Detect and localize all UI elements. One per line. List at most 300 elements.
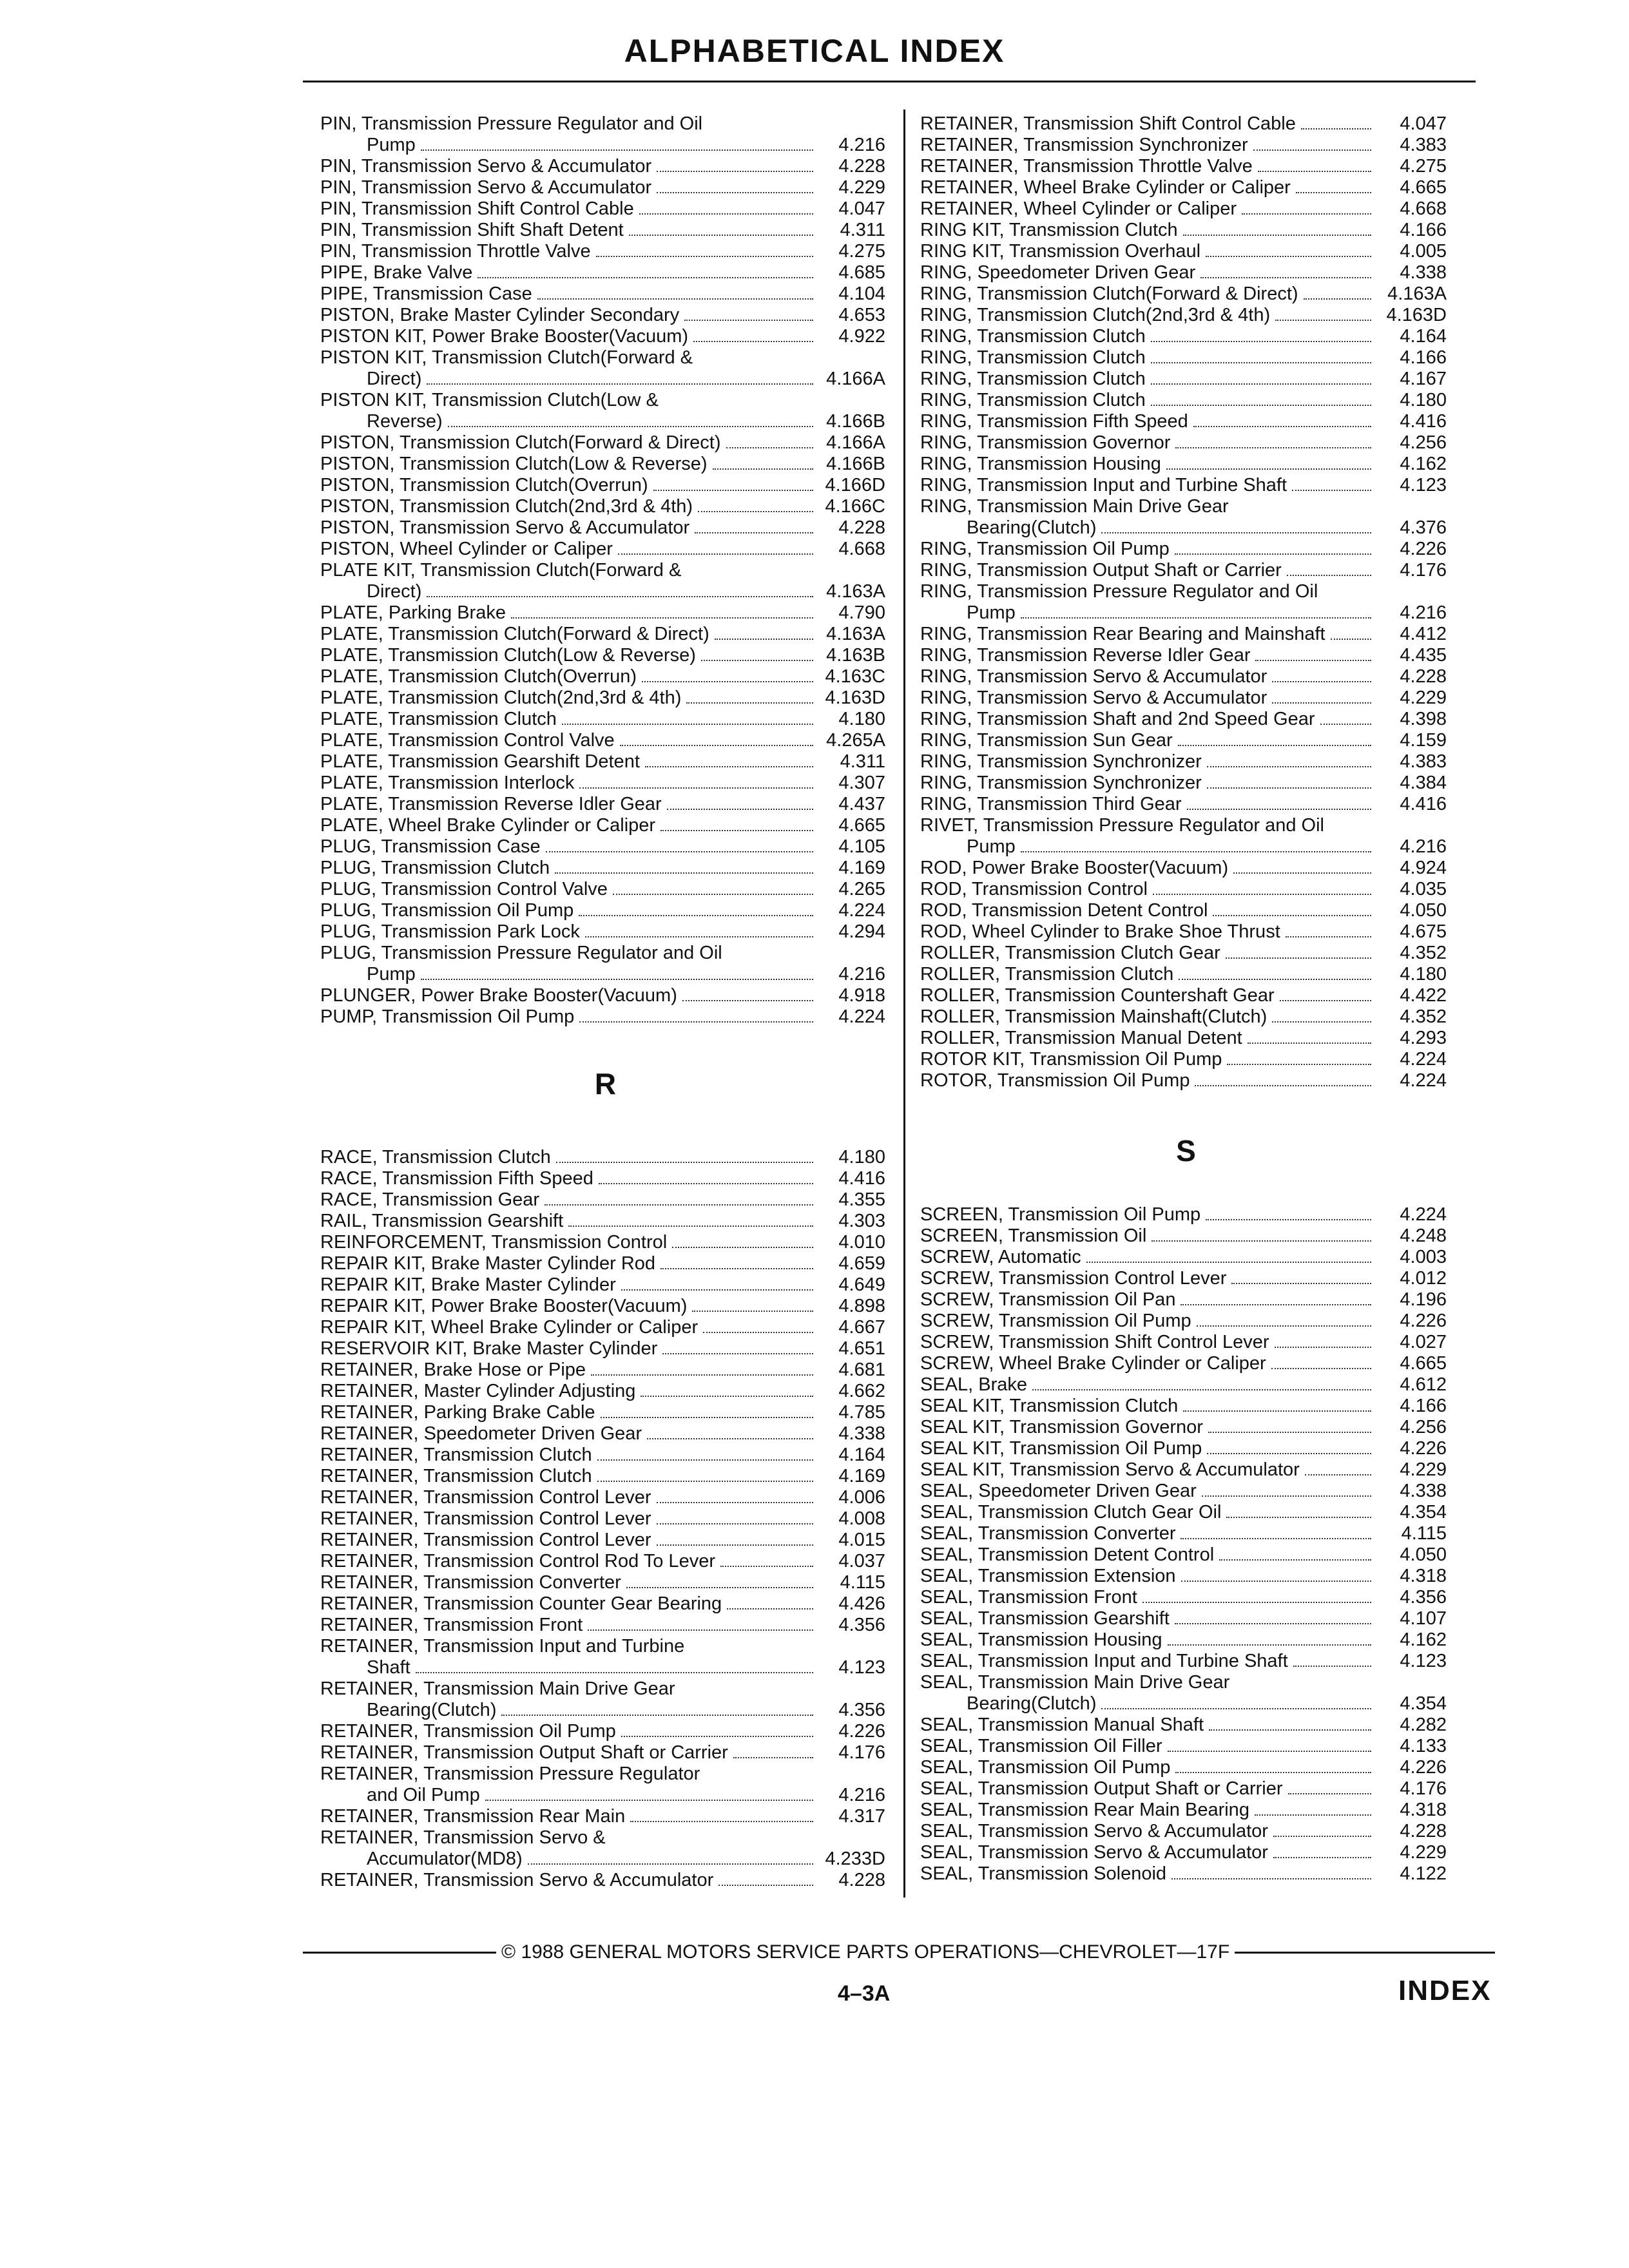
index-entry-text: RETAINER, Parking Brake Cable (320, 1402, 595, 1423)
index-entry-text: RETAINER, Transmission Output Shaft or Carrier (320, 1742, 728, 1763)
dot-leader (1296, 192, 1371, 193)
index-entry (920, 730, 1452, 751)
dot-leader (1152, 1240, 1371, 1242)
index-entry (920, 1587, 1452, 1608)
right-column (920, 113, 1452, 1885)
index-entry-text: RING, Transmission Third Gear (920, 794, 1182, 814)
dot-leader (599, 1183, 813, 1184)
dot-leader (1101, 532, 1371, 533)
page-reference: 4.226 (1400, 1438, 1447, 1459)
page-reference: 4.667 (838, 1317, 885, 1338)
index-entry-text: RING, Transmission Oil Pump (920, 539, 1170, 559)
page-reference: 4.922 (838, 326, 885, 347)
dot-leader (1275, 320, 1371, 321)
page-reference: 4.167 (1400, 369, 1447, 389)
index-group-r-left (320, 1147, 891, 1891)
dot-leader (485, 1800, 813, 1801)
index-entry (320, 1147, 891, 1168)
page-reference: 4.166C (825, 496, 885, 517)
dot-leader (1209, 1729, 1371, 1731)
dot-leader (1288, 1793, 1372, 1794)
dot-leader (1175, 553, 1371, 555)
index-entry-text: SEAL, Transmission Main Drive Gear (920, 1672, 1230, 1693)
index-entry (920, 1481, 1452, 1502)
dot-leader (597, 1459, 813, 1461)
dot-leader (718, 1885, 813, 1886)
dot-leader (1175, 1623, 1371, 1624)
index-entry (920, 943, 1452, 964)
dot-leader (1187, 809, 1371, 810)
dot-leader (1181, 1538, 1371, 1539)
dot-leader (1197, 1325, 1371, 1327)
index-entry-text: SEAL, Transmission Manual Shaft (920, 1715, 1204, 1735)
dot-leader (556, 1162, 813, 1163)
index-entry-text: PLUG, Transmission Oil Pump (320, 900, 574, 921)
page-reference: 4.228 (838, 1870, 885, 1890)
index-entry-text: RETAINER, Transmission Throttle Valve (920, 156, 1253, 177)
index-entry (320, 411, 891, 432)
dot-leader (686, 702, 813, 704)
dot-leader (537, 298, 813, 300)
index-entry-text: PLATE, Transmission Clutch(Overrun) (320, 666, 637, 687)
index-entry-text: RETAINER, Transmission Servo & Accumulator (320, 1870, 714, 1890)
page-reference: 4.384 (1400, 773, 1447, 793)
page-reference: 4.318 (1400, 1800, 1447, 1820)
page-reference: 4.265 (838, 879, 885, 899)
dot-leader (1142, 1602, 1371, 1603)
page-reference: 4.659 (838, 1253, 885, 1274)
index-entry (320, 921, 891, 943)
page-reference: 4.918 (838, 985, 885, 1006)
page-reference: 4.668 (838, 539, 885, 559)
index-entry-text: PISTON, Transmission Clutch(Low & Reverse) (320, 454, 708, 474)
dot-leader (1280, 1000, 1371, 1001)
index-entry (920, 1268, 1452, 1289)
index-entry (920, 326, 1452, 347)
page-title: ALPHABETICAL INDEX (624, 33, 1005, 69)
page-reference: 4.383 (1400, 751, 1447, 772)
dot-leader (1320, 724, 1371, 725)
page-reference: 4.224 (838, 1006, 885, 1027)
page-reference: 4.115 (1401, 1523, 1447, 1544)
index-entry-text: RETAINER, Transmission Oil Pump (320, 1721, 616, 1742)
index-entry-text: PLATE KIT, Transmission Clutch(Forward & (320, 560, 682, 581)
page-reference: 4.162 (1400, 1629, 1447, 1650)
page-reference: 4.226 (1400, 539, 1447, 559)
page-reference: 4.216 (838, 964, 885, 985)
left-column (320, 113, 891, 1891)
dot-leader (601, 1417, 813, 1418)
dot-leader (528, 1863, 813, 1865)
dot-leader (647, 1438, 813, 1439)
index-entry (920, 1523, 1452, 1544)
index-entry-text: SCREW, Automatic (920, 1247, 1081, 1267)
index-entry-text: RAIL, Transmission Gearshift (320, 1211, 564, 1231)
page-reference: 4.104 (838, 284, 885, 304)
page-reference: 4.163A (1387, 284, 1447, 304)
page-reference: 4.164 (838, 1445, 885, 1465)
dot-leader (1151, 341, 1371, 342)
dot-leader (692, 1311, 813, 1312)
page-reference: 4.037 (838, 1551, 885, 1571)
index-entry (320, 1168, 891, 1189)
index-entry-text: SCREW, Transmission Oil Pan (920, 1289, 1176, 1310)
index-entry (320, 305, 891, 326)
dot-leader (545, 1204, 813, 1206)
dot-leader (657, 1523, 813, 1524)
index-entry (920, 135, 1452, 156)
page-reference: 4.163D (825, 687, 885, 708)
page-reference: 4.133 (1400, 1736, 1447, 1756)
page-reference: 4.282 (1400, 1715, 1447, 1735)
dot-leader (698, 511, 813, 512)
dot-leader (641, 1396, 813, 1397)
page-reference: 4.229 (1400, 1842, 1447, 1863)
dot-leader (672, 1247, 813, 1248)
index-entry (920, 964, 1452, 985)
dot-leader (1272, 702, 1371, 704)
dot-leader (1202, 1495, 1371, 1497)
index-entry (320, 964, 891, 985)
footer-rule-left (303, 1952, 496, 1954)
index-entry (320, 198, 891, 220)
index-entry (920, 1332, 1452, 1353)
page-reference: 4.224 (1400, 1070, 1447, 1091)
dot-leader (621, 1736, 813, 1737)
index-entry-text: SEAL, Transmission Output Shaft or Carrier (920, 1778, 1283, 1799)
page-reference: 4.685 (838, 262, 885, 283)
dot-leader (639, 213, 813, 215)
page-reference: 4.216 (838, 135, 885, 155)
index-entry (920, 1070, 1452, 1091)
header-rule (303, 81, 1476, 82)
index-entry (920, 1374, 1452, 1396)
page-reference: 4.228 (838, 156, 885, 177)
page-reference: 4.006 (838, 1487, 885, 1508)
page-reference: 4.653 (838, 305, 885, 325)
dot-leader (1273, 1836, 1371, 1837)
index-entry (320, 135, 891, 156)
dot-leader (1207, 1453, 1371, 1454)
index-entry (920, 220, 1452, 241)
dot-leader (642, 681, 813, 682)
index-entry-text: RING, Transmission Clutch (920, 390, 1146, 410)
page-reference: 4.224 (838, 900, 885, 921)
index-entry (920, 921, 1452, 943)
index-entry-continuation: Shaft (367, 1657, 410, 1678)
dot-leader (448, 426, 813, 427)
page-reference: 4.105 (838, 836, 885, 857)
index-entry (920, 1715, 1452, 1736)
index-entry (920, 432, 1452, 454)
index-entry (920, 1693, 1452, 1715)
index-entry (920, 454, 1452, 475)
dot-leader (1032, 1389, 1371, 1390)
index-entry-text: PIN, Transmission Shift Control Cable (320, 198, 634, 219)
page-reference: 4.612 (1400, 1374, 1447, 1395)
index-entry-text: RETAINER, Master Cylinder Adjusting (320, 1381, 636, 1401)
dot-leader (613, 894, 813, 895)
index-entry-text: PISTON, Brake Master Cylinder Secondary (320, 305, 680, 325)
page-reference: 4.012 (1400, 1268, 1447, 1289)
dot-leader (1286, 936, 1371, 937)
index-entry (920, 624, 1452, 645)
page-reference: 4.668 (1400, 198, 1447, 219)
index-entry-text: RING, Transmission Clutch (920, 326, 1146, 347)
index-entry (320, 432, 891, 454)
index-entry-text: SCREW, Transmission Shift Control Lever (920, 1332, 1269, 1352)
index-entry-text: PIN, Transmission Throttle Valve (320, 241, 591, 262)
index-entry-text: PIN, Transmission Servo & Accumulator (320, 156, 652, 177)
index-entry (920, 1353, 1452, 1374)
index-entry-text: ROD, Transmission Control (920, 879, 1148, 899)
dot-leader (477, 277, 813, 278)
dot-leader (427, 383, 813, 385)
page-reference: 4.294 (838, 921, 885, 942)
index-entry (320, 900, 891, 921)
dot-leader (682, 1000, 813, 1001)
index-entry (320, 1232, 891, 1253)
index-entry-text: REPAIR KIT, Power Brake Booster(Vacuum) (320, 1296, 688, 1316)
index-entry (320, 602, 891, 624)
dot-leader (733, 1757, 813, 1758)
index-entry (920, 1396, 1452, 1417)
dot-leader (1301, 128, 1371, 130)
page-reference: 4.166A (826, 369, 885, 389)
index-entry (320, 241, 891, 262)
index-entry-text: PIN, Transmission Shift Shaft Detent (320, 220, 624, 240)
dot-leader (546, 851, 813, 852)
index-entry-text: PLATE, Transmission Clutch(2nd,3rd & 4th) (320, 687, 682, 708)
page-reference: 4.681 (838, 1360, 885, 1380)
dot-leader (1207, 766, 1371, 767)
index-entry (320, 1551, 891, 1572)
index-entry (320, 517, 891, 539)
dot-leader (1226, 1517, 1371, 1518)
index-entry-text: PISTON, Transmission Servo & Accumulator (320, 517, 690, 538)
index-entry (920, 773, 1452, 794)
index-entry (920, 1757, 1452, 1778)
page-reference: 4.416 (838, 1168, 885, 1189)
dot-leader (579, 1021, 813, 1023)
index-group-p (320, 113, 891, 1028)
index-entry-text: RING, Transmission Synchronizer (920, 751, 1202, 772)
page-reference: 4.356 (838, 1615, 885, 1635)
dot-leader (629, 235, 813, 236)
dot-leader (626, 1587, 813, 1588)
dot-leader (579, 915, 813, 916)
index-entry-continuation: Pump (967, 836, 1016, 857)
page-reference: 4.005 (1400, 241, 1447, 262)
page-reference: 4.352 (1400, 943, 1447, 963)
index-entry-text: SCREEN, Transmission Oil Pump (920, 1204, 1201, 1225)
index-entry-text: RETAINER, Wheel Cylinder or Caliper (920, 198, 1237, 219)
index-entry (320, 730, 891, 751)
index-entry (320, 1338, 891, 1360)
index-entry (920, 369, 1452, 390)
index-entry-text: PLATE, Transmission Clutch (320, 709, 557, 729)
index-entry (320, 836, 891, 858)
page-reference: 4.437 (838, 794, 885, 814)
index-entry (320, 773, 891, 794)
index-entry (920, 1651, 1452, 1672)
index-entry (320, 1402, 891, 1423)
page-reference: 4.163A (826, 581, 885, 602)
page-reference: 4.176 (1400, 1778, 1447, 1799)
page-reference: 4.050 (1400, 900, 1447, 921)
index-entry (320, 1466, 891, 1487)
index-entry-text: RETAINER, Brake Hose or Pipe (320, 1360, 586, 1380)
index-entry-text: PLATE, Parking Brake (320, 602, 506, 623)
index-entry-text: REPAIR KIT, Brake Master Cylinder (320, 1274, 616, 1295)
page-reference: 4.317 (838, 1806, 885, 1827)
index-entry-text: ROTOR KIT, Transmission Oil Pump (920, 1049, 1222, 1070)
index-entry-text: SEAL KIT, Transmission Oil Pump (920, 1438, 1202, 1459)
index-entry-text: PIN, Transmission Servo & Accumulator (320, 177, 652, 198)
dot-leader (621, 1289, 813, 1291)
index-entry-text: RING, Transmission Rear Bearing and Mainshaft (920, 624, 1325, 644)
dot-leader (1293, 1666, 1371, 1667)
index-entry (320, 1445, 891, 1466)
index-entry-text: SEAL, Transmission Extension (920, 1566, 1176, 1586)
index-entry (920, 198, 1452, 220)
index-entry (320, 1530, 891, 1551)
index-entry-text: SEAL, Transmission Solenoid (920, 1863, 1167, 1884)
index-entry (320, 1785, 891, 1806)
page-reference: 4.398 (1400, 709, 1447, 729)
index-entry-text: PLATE, Wheel Brake Cylinder or Caliper (320, 815, 656, 836)
page-reference: 4.163B (826, 645, 885, 666)
page-reference: 4.224 (1400, 1049, 1447, 1070)
index-entry (920, 305, 1452, 326)
index-entry (920, 1049, 1452, 1070)
index-entry (320, 1423, 891, 1445)
index-entry-text: REINFORCEMENT, Transmission Control (320, 1232, 668, 1253)
page-reference: 4.785 (838, 1402, 885, 1423)
index-entry (920, 985, 1452, 1006)
dot-leader (1153, 894, 1371, 895)
dot-leader (620, 745, 813, 746)
page-reference: 4.008 (838, 1508, 885, 1529)
dot-leader (1175, 447, 1371, 448)
index-entry-text: RING, Transmission Shaft and 2nd Speed Gear (920, 709, 1315, 729)
dot-leader (660, 830, 813, 831)
index-entry-text: ROD, Transmission Detent Control (920, 900, 1208, 921)
index-entry (320, 815, 891, 836)
dot-leader (1195, 1085, 1371, 1086)
page-reference: 4.233D (825, 1849, 885, 1869)
index-entry (920, 284, 1452, 305)
index-entry-continuation: Direct) (367, 581, 422, 602)
index-entry (320, 1317, 891, 1338)
index-entry (920, 475, 1452, 496)
index-entry (920, 1204, 1452, 1225)
index-entry (920, 1800, 1452, 1821)
index-entry-continuation: Pump (367, 135, 416, 155)
index-entry-text: PISTON KIT, Transmission Clutch(Forward & (320, 347, 693, 368)
page-reference: 4.307 (838, 773, 885, 793)
index-entry-text: PLATE, Transmission Gearshift Detent (320, 751, 640, 772)
index-entry (320, 454, 891, 475)
dot-leader (1208, 1432, 1371, 1433)
page-reference: 4.169 (838, 1466, 885, 1486)
section-label: INDEX (1398, 1975, 1492, 2006)
index-entry-text: SEAL, Transmission Detent Control (920, 1544, 1215, 1565)
index-entry (920, 1821, 1452, 1842)
index-entry-text: SEAL KIT, Transmission Servo & Accumulator (920, 1459, 1300, 1480)
index-entry-text: RACE, Transmission Clutch (320, 1147, 551, 1168)
index-entry (920, 560, 1452, 581)
dot-leader (1287, 575, 1371, 576)
index-entry-text: RETAINER, Transmission Converter (320, 1572, 621, 1593)
index-entry (920, 1417, 1452, 1438)
page-reference: 4.649 (838, 1274, 885, 1295)
index-entry-text: PLUG, Transmission Case (320, 836, 541, 857)
dot-leader (1181, 1304, 1371, 1305)
index-entry-text: RETAINER, Transmission Control Lever (320, 1530, 651, 1550)
section-letter-r: R (594, 1067, 617, 1100)
page-reference: 4.163D (1386, 305, 1447, 325)
dot-leader (1242, 213, 1371, 215)
page-reference: 4.166 (1400, 220, 1447, 240)
page-reference: 4.050 (1400, 1544, 1447, 1565)
page-reference: 4.665 (1400, 1353, 1447, 1374)
index-entry-text: REPAIR KIT, Brake Master Cylinder Rod (320, 1253, 656, 1274)
index-entry-text: ROLLER, Transmission Clutch (920, 964, 1174, 985)
index-entry (320, 496, 891, 517)
index-entry-text: SEAL, Transmission Oil Filler (920, 1736, 1162, 1756)
dot-leader (421, 979, 813, 980)
index-entry (920, 177, 1452, 198)
index-entry (320, 1274, 891, 1296)
index-entry-text: RETAINER, Transmission Clutch (320, 1466, 592, 1486)
dot-leader (1272, 681, 1371, 682)
index-entry-text: PUMP, Transmission Oil Pump (320, 1006, 575, 1027)
index-entry (320, 645, 891, 666)
index-entry (320, 1381, 891, 1402)
page-reference: 4.651 (838, 1338, 885, 1359)
index-entry-text: PLUNGER, Power Brake Booster(Vacuum) (320, 985, 677, 1006)
index-entry (920, 1842, 1452, 1863)
index-entry (320, 1742, 891, 1763)
page-reference: 4.422 (1400, 985, 1447, 1006)
index-entry (320, 1360, 891, 1381)
index-entry (920, 517, 1452, 539)
index-entry (320, 794, 891, 815)
page-reference: 4.027 (1400, 1332, 1447, 1352)
index-entry (920, 1566, 1452, 1587)
dot-leader (1166, 468, 1371, 470)
index-entry (920, 1028, 1452, 1049)
page-reference: 4.166B (826, 454, 885, 474)
page-reference: 4.166 (1400, 347, 1447, 368)
index-entry-text: RETAINER, Transmission Shift Control Cable (920, 113, 1296, 134)
index-entry-text: PISTON, Wheel Cylinder or Caliper (320, 539, 613, 559)
index-entry (320, 1806, 891, 1827)
dot-leader (657, 1544, 813, 1546)
index-entry (920, 1247, 1452, 1268)
index-group-r-right (920, 113, 1452, 1091)
dot-leader (1175, 1772, 1371, 1773)
dot-leader (1255, 1814, 1371, 1816)
page-reference: 4.166B (826, 411, 885, 432)
dot-leader (511, 617, 813, 619)
dot-leader (726, 447, 814, 448)
index-entry-text: RETAINER, Transmission Main Drive Gear (320, 1678, 675, 1699)
index-entry (320, 369, 891, 390)
dot-leader (1304, 298, 1371, 300)
index-entry (920, 836, 1452, 858)
